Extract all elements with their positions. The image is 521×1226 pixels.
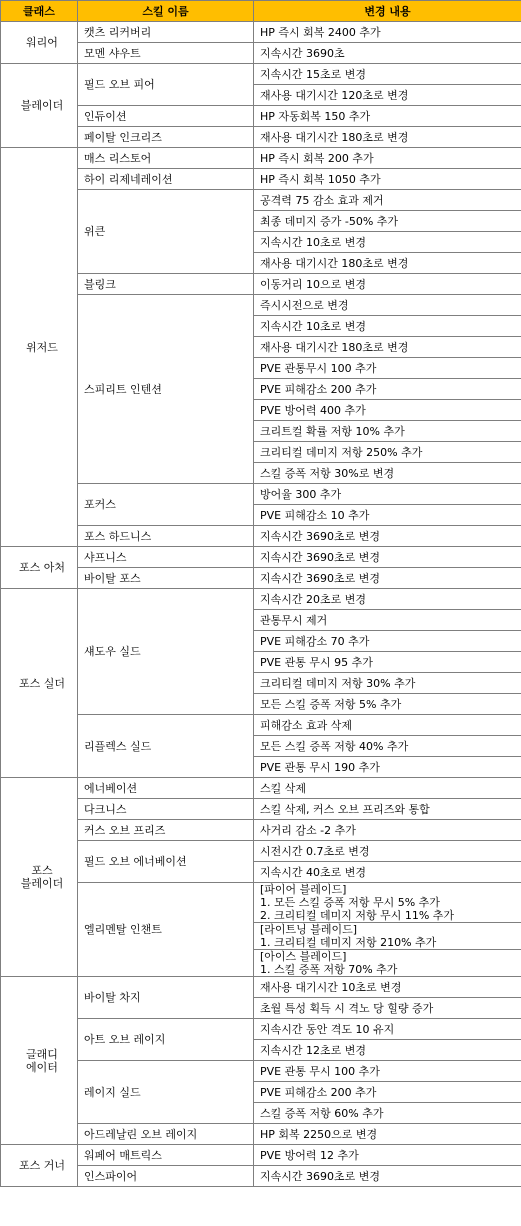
table-row [1, 1019, 521, 1040]
class-name-cell: 포스 블레이더 [1, 778, 78, 977]
change-detail-cell: 지속시간 10초로 변경 [254, 316, 521, 337]
change-detail-cell: 지속시간 3690초로 변경 [254, 568, 521, 589]
table-row [1, 526, 521, 547]
table-row [1, 22, 521, 43]
skill-name-cell: 섀도우 실드 [78, 589, 254, 715]
table-row [1, 169, 521, 190]
change-detail-cell: 지속시간 3690초로 변경 [254, 526, 521, 547]
change-detail-cell: [파이어 블레이드] 1. 모든 스킬 증폭 저항 무시 5% 추가 2. 크리티컬 데미지 저항 무시 11% 추가 [254, 883, 521, 923]
table-row [1, 295, 521, 316]
header-change: 변경 내용 [254, 1, 521, 22]
skill-name-cell: 페이탈 인크리즈 [78, 127, 254, 148]
table-row [1, 106, 521, 127]
skill-name-cell: 모멘 샤우트 [78, 43, 254, 64]
table-row [1, 1061, 521, 1082]
change-detail-cell: 모든 스킬 증폭 저항 40% 추가 [254, 736, 521, 757]
change-detail-cell: PVE 피해감소 200 추가 [254, 379, 521, 400]
table-row [1, 127, 521, 148]
table-row [1, 820, 521, 841]
class-name-cell: 블레이더 [1, 64, 78, 148]
change-detail-cell: PVE 관통 무시 95 추가 [254, 652, 521, 673]
change-detail-cell: 지속시간 10초로 변경 [254, 232, 521, 253]
change-detail-cell: HP 즉시 회복 2400 추가 [254, 22, 521, 43]
skill-name-cell: 캣츠 리커버리 [78, 22, 254, 43]
skill-name-cell: 필드 오브 에너베이션 [78, 841, 254, 883]
change-detail-cell: 모든 스킬 증폭 저항 5% 추가 [254, 694, 521, 715]
skill-name-cell: 리플렉스 실드 [78, 715, 254, 778]
change-detail-cell: 크리티컬 데미지 저항 250% 추가 [254, 442, 521, 463]
change-detail-cell: 지속시간 20초로 변경 [254, 589, 521, 610]
change-detail-cell: 즉시시전으로 변경 [254, 295, 521, 316]
skill-name-cell: 바이탈 포스 [78, 568, 254, 589]
change-detail-cell: 피해감소 효과 삭제 [254, 715, 521, 736]
change-detail-cell: 사거리 감소 -2 추가 [254, 820, 521, 841]
change-detail-cell: 지속시간 15초로 변경 [254, 64, 521, 85]
change-detail-cell: 공격력 75 감소 효과 제거 [254, 190, 521, 211]
class-name-cell: 워리어 [1, 22, 78, 64]
change-detail-cell: 재사용 대기시간 180초로 변경 [254, 337, 521, 358]
change-detail-cell: 재사용 대기시간 180초로 변경 [254, 253, 521, 274]
table-row [1, 977, 521, 998]
change-detail-cell: 재사용 대기시간 120초로 변경 [254, 85, 521, 106]
change-detail-cell: 이동거리 10으로 변경 [254, 274, 521, 295]
change-detail-cell: 재사용 대기시간 180초로 변경 [254, 127, 521, 148]
change-detail-cell: [아이스 블레이드] 1. 스킬 증폭 저항 70% 추가 [254, 950, 521, 977]
table-row [1, 1166, 521, 1187]
table-row [1, 841, 521, 862]
skill-name-cell: 하이 리제네레이션 [78, 169, 254, 190]
skill-name-cell: 바이탈 차지 [78, 977, 254, 1019]
table-row [1, 1145, 521, 1166]
change-detail-cell: PVE 피해감소 10 추가 [254, 505, 521, 526]
table-row [1, 1124, 521, 1145]
table-row [1, 274, 521, 295]
skill-name-cell: 포스 하드니스 [78, 526, 254, 547]
change-detail-cell: 지속시간 3690초로 변경 [254, 1166, 521, 1187]
change-detail-cell: PVE 피해감소 70 추가 [254, 631, 521, 652]
class-name-cell: 포스 실더 [1, 589, 78, 778]
skill-name-cell: 포커스 [78, 484, 254, 526]
header-skill: 스킬 이름 [78, 1, 254, 22]
change-detail-cell: 크리트컬 확률 저항 10% 추가 [254, 421, 521, 442]
table-row [1, 715, 521, 736]
table-row [1, 43, 521, 64]
table-row [1, 64, 521, 85]
change-detail-cell: HP 즉시 회복 1050 추가 [254, 169, 521, 190]
change-detail-cell: 지속시간 동안 격도 10 유지 [254, 1019, 521, 1040]
change-detail-cell: 스킬 삭제, 커스 오브 프리즈와 통합 [254, 799, 521, 820]
table-row [1, 778, 521, 799]
change-detail-cell: PVE 관통무시 100 추가 [254, 358, 521, 379]
skill-name-cell: 워페어 매트릭스 [78, 1145, 254, 1166]
change-detail-cell: 방어율 300 추가 [254, 484, 521, 505]
change-detail-cell: 최종 데미지 증가 -50% 추가 [254, 211, 521, 232]
change-detail-cell: HP 회복 2250으로 변경 [254, 1124, 521, 1145]
change-detail-cell: HP 즉시 회복 200 추가 [254, 148, 521, 169]
change-detail-cell: 지속시간 3690초로 변경 [254, 547, 521, 568]
change-detail-cell: [라이트닝 블레이드] 1. 크리티컬 데미지 저항 210% 추가 [254, 923, 521, 950]
table-row [1, 547, 521, 568]
skill-name-cell: 커스 오브 프리즈 [78, 820, 254, 841]
skill-name-cell: 인스파이어 [78, 1166, 254, 1187]
change-detail-cell: 스킬 삭제 [254, 778, 521, 799]
change-detail-cell: 스킬 증폭 저항 30%로 변경 [254, 463, 521, 484]
table-body [1, 22, 521, 1187]
skill-name-cell: 에너베이션 [78, 778, 254, 799]
skill-name-cell: 인듀이션 [78, 106, 254, 127]
change-detail-cell: PVE 방어력 12 추가 [254, 1145, 521, 1166]
change-detail-cell: 시전시간 0.7초로 변경 [254, 841, 521, 862]
table-row [1, 190, 521, 211]
skill-name-cell: 스피리트 인텐션 [78, 295, 254, 484]
change-detail-cell: PVE 관통 무시 100 추가 [254, 1061, 521, 1082]
table-row [1, 589, 521, 610]
change-detail-cell: 재사용 대기시간 10초로 변경 [254, 977, 521, 998]
skill-name-cell: 매스 리스토어 [78, 148, 254, 169]
change-detail-cell: 크리티컬 데미지 저항 30% 추가 [254, 673, 521, 694]
skill-name-cell: 아드레날린 오브 레이지 [78, 1124, 254, 1145]
skill-name-cell: 아트 오브 레이지 [78, 1019, 254, 1061]
change-detail-cell: 관통무시 제거 [254, 610, 521, 631]
skill-name-cell: 위큰 [78, 190, 254, 274]
table-row [1, 148, 521, 169]
change-detail-cell: PVE 방어력 400 추가 [254, 400, 521, 421]
class-name-cell: 글래디 에이터 [1, 977, 78, 1145]
class-name-cell: 위저드 [1, 148, 78, 547]
skill-name-cell: 다크니스 [78, 799, 254, 820]
table-row [1, 799, 521, 820]
header-class: 클래스 [1, 1, 78, 22]
skill-name-cell: 블링크 [78, 274, 254, 295]
change-detail-cell: 스킬 증폭 저항 60% 추가 [254, 1103, 521, 1124]
change-detail-cell: PVE 관통 무시 190 추가 [254, 757, 521, 778]
table-row [1, 484, 521, 505]
table-row [1, 883, 521, 923]
change-detail-cell: PVE 피해감소 200 추가 [254, 1082, 521, 1103]
class-name-cell: 포스 아처 [1, 547, 78, 589]
change-detail-cell: 초월 특성 획득 시 격노 당 힐량 증가 [254, 998, 521, 1019]
change-detail-cell: 지속시간 40초로 변경 [254, 862, 521, 883]
change-detail-cell: 지속시간 3690초 [254, 43, 521, 64]
header-row [1, 1, 521, 22]
skill-name-cell: 엘리멘탈 인챈트 [78, 883, 254, 977]
change-detail-cell: HP 자동회복 150 추가 [254, 106, 521, 127]
skill-name-cell: 샤프니스 [78, 547, 254, 568]
change-detail-cell: 지속시간 12초로 변경 [254, 1040, 521, 1061]
skill-name-cell: 레이지 실드 [78, 1061, 254, 1124]
skill-name-cell: 필드 오브 피어 [78, 64, 254, 106]
class-name-cell: 포스 거너 [1, 1145, 78, 1187]
table-row [1, 568, 521, 589]
